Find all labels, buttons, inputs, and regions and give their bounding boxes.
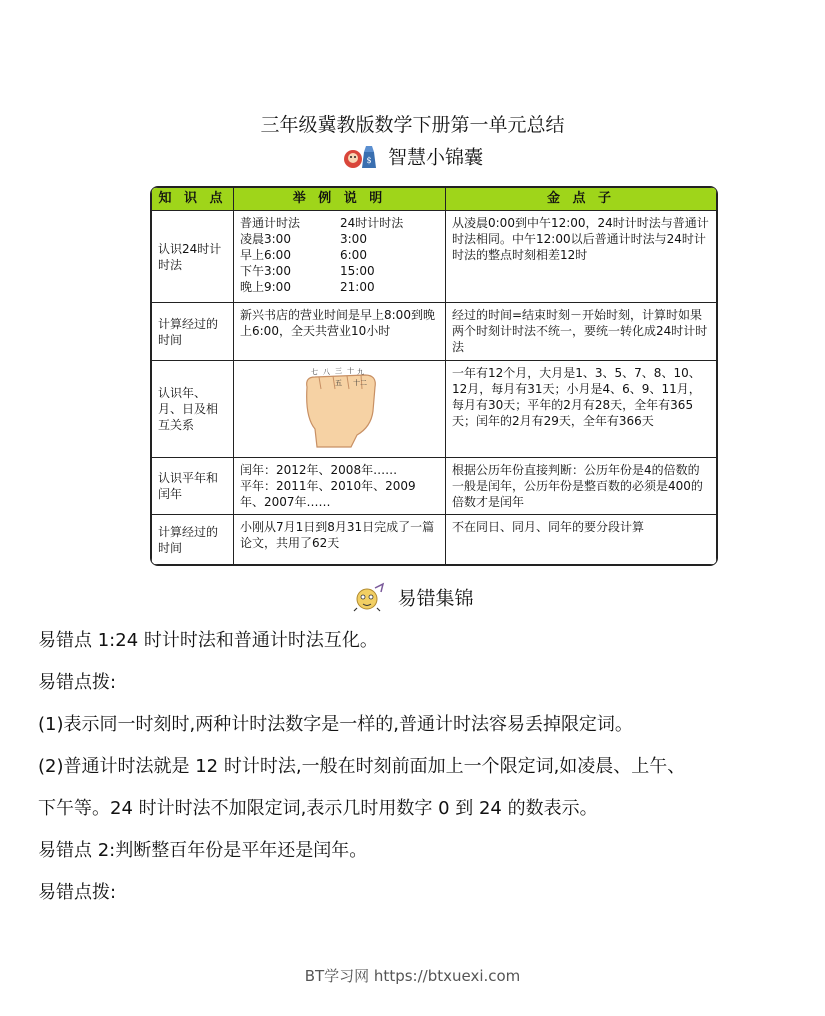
knowledge-table bbox=[150, 186, 718, 566]
row4-topic: 认识平年和闰年 bbox=[152, 458, 234, 515]
footer-watermark: BT学习网 https://btxuexi.com bbox=[304, 967, 521, 985]
fist-label-6: 十二 bbox=[352, 379, 367, 387]
row4-example-line2: 平年：2011年、2010年、2009年、2007年…… bbox=[240, 479, 416, 509]
pair-1-a: 凌晨3:00 bbox=[240, 232, 291, 246]
row3-tip: 一年有12个月，大月是1、3、5、7、8、10、12月，每月有31天；小月是4、6、9、11月，每月有30天；平年的2月有28天，全年有365天；闰年的2月有29天，全年有366天 bbox=[446, 361, 717, 458]
pair-3-b: 15:00 bbox=[340, 264, 375, 278]
row3-example bbox=[234, 361, 446, 458]
error-point-2: 易错点 2:判断整百年份是平年还是闰年。 bbox=[38, 840, 368, 861]
header-tip: 金 点 子 bbox=[446, 188, 717, 211]
pair-1-b: 3:00 bbox=[340, 232, 367, 246]
section-heading-tips-label: 智慧小锦囊 bbox=[387, 146, 483, 169]
pair-3-a: 下午3:00 bbox=[240, 264, 291, 278]
section-heading-tips bbox=[0, 142, 825, 175]
fist-label-0: 七 bbox=[310, 368, 318, 376]
bag-icon bbox=[342, 142, 378, 175]
pair-4-a: 晚上9:00 bbox=[240, 280, 291, 294]
row4-example-line1: 闰年：2012年、2008年…… bbox=[240, 463, 398, 477]
error-hint-label-1: 易错点拨: bbox=[38, 672, 117, 693]
section-heading-errors bbox=[0, 582, 825, 617]
pair-0-a: 普通计时法 bbox=[240, 216, 301, 230]
fist-label-5: 九 bbox=[356, 368, 364, 376]
row1-example bbox=[234, 211, 446, 303]
svg-text:$: $ bbox=[366, 156, 372, 165]
row3-topic: 认识年、月、日及相互关系 bbox=[152, 361, 234, 458]
row4-tip: 根据公历年份直接判断：公历年份是4的倍数的一般是闰年，公历年份是整百数的必须是400的倍数才是闰年 bbox=[446, 458, 717, 515]
header-example: 举 例 说 明 bbox=[234, 188, 446, 211]
header-topic: 知 识 点 bbox=[152, 188, 234, 211]
fist-label-1: 八 bbox=[322, 368, 330, 376]
error-hint-2-line1: (2)普通计时法就是 12 时计时法,一般在时刻前面加上一个限定词,如凌晨、上午、 bbox=[38, 756, 686, 777]
error-point-1: 易错点 1:24 时计时法和普通计时法互化。 bbox=[38, 630, 378, 651]
row5-tip: 不在同日、同月、同年的要分段计算 bbox=[446, 515, 717, 565]
error-hint-2-line2: 下午等。24 时计时法不加限定词,表示几时用数字 0 到 24 的数表示。 bbox=[38, 798, 598, 819]
mascot-icon bbox=[351, 582, 387, 617]
document-title: 三年级冀教版数学下册第一单元总结 bbox=[260, 114, 565, 136]
error-hint-label-2: 易错点拨: bbox=[38, 882, 117, 903]
fist-label-4: 五 bbox=[334, 379, 342, 387]
fist-label-3: 十 bbox=[346, 367, 354, 375]
pair-0-b: 24时计时法 bbox=[340, 216, 404, 230]
fist-illustration bbox=[295, 367, 385, 452]
row2-example: 新兴书店的营业时间是早上8:00到晚上6:00，全天共营业10小时 bbox=[234, 303, 446, 361]
row5-topic: 计算经过的时间 bbox=[152, 515, 234, 565]
row1-topic: 认识24时计时法 bbox=[152, 211, 234, 303]
pair-2-a: 早上6:00 bbox=[240, 248, 291, 262]
row5-example: 小刚从7月1日到8月31日完成了一篇论文，共用了62天 bbox=[234, 515, 446, 565]
pair-2-b: 6:00 bbox=[340, 248, 367, 262]
error-hint-1: (1)表示同一时刻时,两种计时法数字是一样的,普通计时法容易丢掉限定词。 bbox=[38, 714, 633, 735]
row1-tip: 从凌晨0:00到中午12:00，24时计时法与普通计时法相同。中午12:00以后普通计时法与24时计时法的整点时刻相差12时 bbox=[446, 211, 717, 303]
row2-topic: 计算经过的时间 bbox=[152, 303, 234, 361]
pair-4-b: 21:00 bbox=[340, 280, 375, 294]
section-heading-errors-label: 易错集锦 bbox=[397, 587, 474, 610]
row2-tip: 经过的时间=结束时刻－开始时刻，计算时如果两个时刻计时法不统一，要统一转化成24时计时法 bbox=[446, 303, 717, 361]
fist-label-2: 三 bbox=[334, 367, 342, 375]
row4-example bbox=[234, 458, 446, 515]
